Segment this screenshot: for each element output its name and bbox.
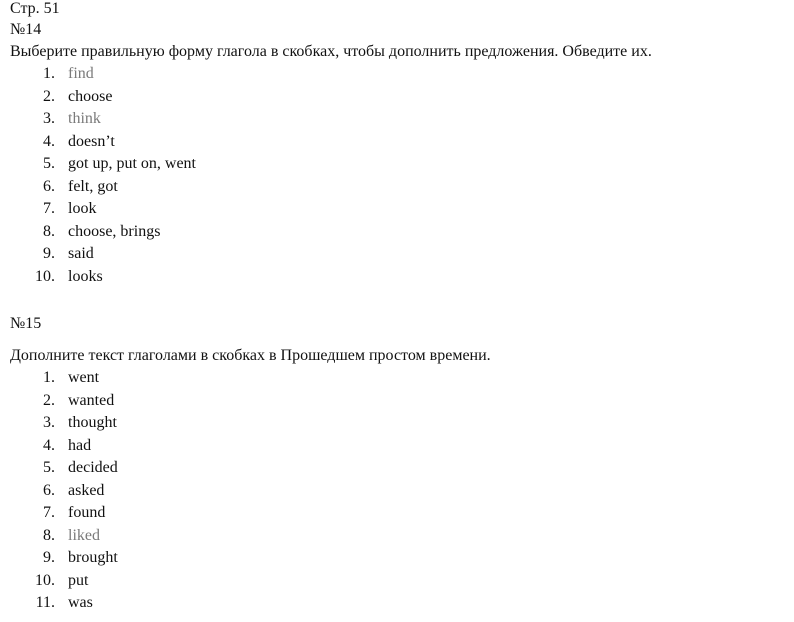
exercise-15-number: №15 — [10, 315, 42, 332]
item-number: 7. — [43, 200, 55, 217]
item-number: 2. — [43, 391, 55, 409]
item-number: 8. — [43, 222, 55, 240]
item-number: 11. — [35, 594, 55, 611]
item-number: 10. — [35, 571, 55, 589]
item-answer: doesn’t — [68, 132, 115, 150]
item-number: 6. — [43, 177, 55, 195]
item-answer: found — [68, 504, 106, 521]
item-answer: looks — [68, 267, 103, 285]
item-answer: liked — [68, 526, 100, 544]
item-answer: was — [68, 594, 93, 611]
item-answer: choose — [68, 87, 113, 105]
item-number: 5. — [43, 155, 55, 172]
item-number: 4. — [43, 132, 55, 150]
exercise-15-instruction: Дополните текст глаголами в скобках в Прошедшем простом времени. — [10, 347, 491, 364]
item-number: 9. — [43, 549, 55, 566]
item-answer: had — [68, 436, 92, 454]
item-answer: brought — [68, 549, 118, 566]
item-answer: look — [68, 200, 97, 217]
item-answer: went — [68, 369, 100, 386]
item-number: 3. — [43, 414, 55, 431]
item-answer: said — [68, 245, 94, 262]
exercise-14-instruction: Выберите правильную форму глагола в скобках, чтобы дополнить предложения. Обведите их. — [10, 43, 652, 60]
item-answer: find — [68, 65, 94, 82]
item-number: 4. — [43, 436, 55, 454]
exercise-14-number: №14 — [10, 21, 42, 38]
item-answer: decided — [68, 459, 118, 476]
item-number: 8. — [43, 526, 55, 544]
item-answer: think — [68, 110, 101, 127]
item-number: 10. — [35, 267, 55, 285]
item-answer: put — [68, 571, 89, 589]
page-label: Стр. 51 — [10, 0, 60, 17]
item-number: 9. — [43, 245, 55, 262]
item-answer: asked — [68, 481, 105, 499]
item-answer: wanted — [68, 391, 115, 409]
item-number: 3. — [43, 110, 55, 127]
item-number: 2. — [43, 87, 55, 105]
item-number: 1. — [43, 65, 55, 82]
item-answer: felt, got — [68, 177, 118, 195]
item-number: 6. — [43, 481, 55, 499]
item-number: 1. — [43, 369, 55, 386]
item-number: 7. — [43, 504, 55, 521]
item-answer: thought — [68, 414, 117, 431]
item-answer: choose, brings — [68, 222, 161, 240]
item-answer: got up, put on, went — [68, 155, 196, 172]
item-number: 5. — [43, 459, 55, 476]
